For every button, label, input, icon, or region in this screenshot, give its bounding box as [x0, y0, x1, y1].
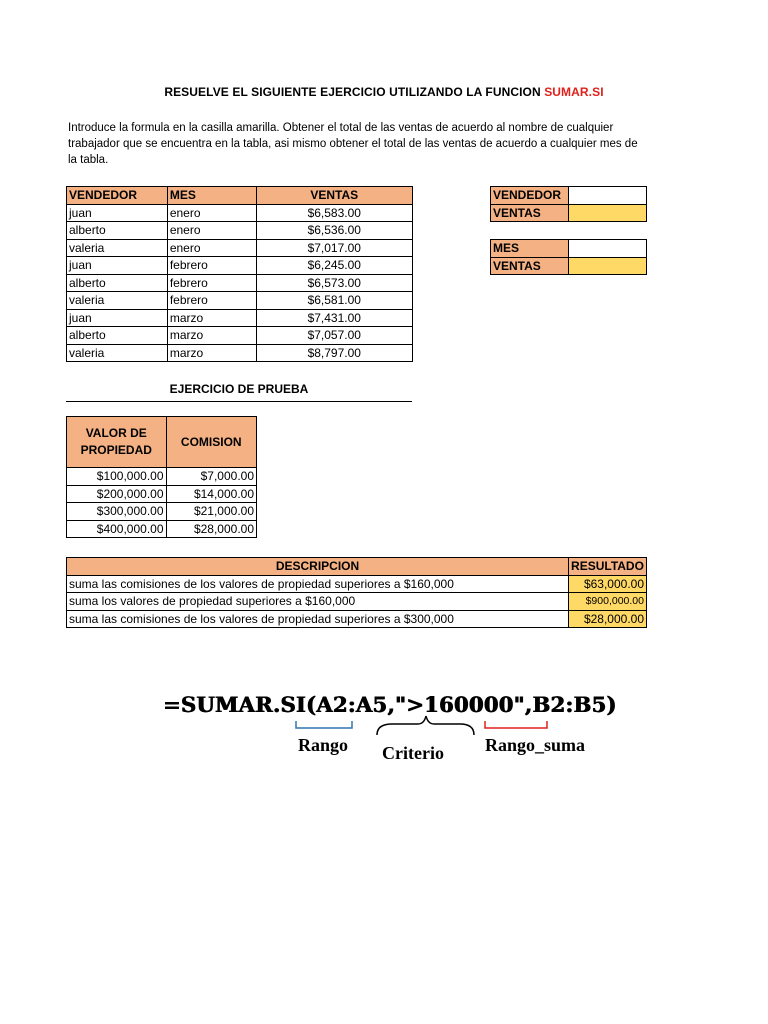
cell-vendedor[interactable]: juan: [67, 257, 168, 275]
cell-ventas[interactable]: $6,245.00: [256, 257, 412, 275]
cell-vendedor[interactable]: alberto: [67, 222, 168, 240]
rango-suma-bracket: [485, 721, 547, 728]
cell-descripcion[interactable]: suma las comisiones de los valores de propiedad superiores a $160,000: [67, 575, 569, 593]
cell-mes[interactable]: marzo: [167, 344, 256, 362]
cell-ventas[interactable]: $6,536.00: [256, 222, 412, 240]
title-text: RESUELVE EL SIGUIENTE EJERCICIO UTILIZANDO LA FUNCION: [164, 85, 545, 99]
cell-vendedor[interactable]: valeria: [67, 292, 168, 310]
formula-text: =SUMAR.SI(A2:A5,">160000",B2:B5): [163, 692, 617, 717]
criterio-brace: [377, 716, 474, 735]
cell-ventas[interactable]: $7,057.00: [256, 327, 412, 345]
cell-comision[interactable]: $7,000.00: [166, 468, 256, 486]
cell-descripcion[interactable]: suma las comisiones de los valores de propiedad superiores a $300,000: [67, 610, 569, 628]
cell-comision[interactable]: $21,000.00: [166, 503, 256, 521]
cell-ventas[interactable]: $7,017.00: [256, 239, 412, 257]
header-vendedor[interactable]: VENDEDOR: [67, 187, 168, 205]
label-criterio: Criterio: [382, 743, 444, 763]
cell-mes[interactable]: enero: [167, 222, 256, 240]
cell-mes[interactable]: febrero: [167, 257, 256, 275]
cell-ventas[interactable]: $7,431.00: [256, 309, 412, 327]
cell-ventas[interactable]: $6,581.00: [256, 292, 412, 310]
header-resultado[interactable]: RESULTADO: [569, 558, 647, 576]
cell-descripcion[interactable]: suma los valores de propiedad superiores a $160,000: [67, 593, 569, 611]
cell-vendedor[interactable]: juan: [67, 309, 168, 327]
cell-vendedor[interactable]: valeria: [67, 344, 168, 362]
cell-valor[interactable]: $200,000.00: [67, 485, 167, 503]
label-ventas-vendedor: VENTAS: [491, 204, 569, 222]
cell-resultado[interactable]: $63,000.00: [569, 575, 647, 593]
cell-ventas[interactable]: $8,797.00: [256, 344, 412, 362]
header-descripcion[interactable]: DESCRIPCION: [67, 558, 569, 576]
cell-mes[interactable]: marzo: [167, 309, 256, 327]
header-ventas[interactable]: VENTAS: [256, 187, 412, 205]
cell-valor[interactable]: $100,000.00: [67, 468, 167, 486]
instructions-text: Introduce la formula en la casilla amarilla. Obtener el total de las ventas de acuerdo al nombre de cualquier trabajador que se encuentra en la tabla, asi mismo obtener el total de las ventas de acuerdo a cualquier mes de la tabla.: [68, 122, 638, 166]
title-highlight: SUMAR.SI: [544, 85, 604, 99]
cell-mes[interactable]: enero: [167, 204, 256, 222]
cell-vendedor[interactable]: alberto: [67, 274, 168, 292]
cell-mes[interactable]: febrero: [167, 292, 256, 310]
label-rango: Rango: [298, 735, 349, 755]
cell-comision[interactable]: $14,000.00: [166, 485, 256, 503]
cell-resultado[interactable]: $28,000.00: [569, 610, 647, 628]
cell-valor[interactable]: $400,000.00: [67, 520, 167, 538]
cell-mes[interactable]: febrero: [167, 274, 256, 292]
cell-vendedor[interactable]: valeria: [67, 239, 168, 257]
cell-mes[interactable]: enero: [167, 239, 256, 257]
label-ventas-mes: VENTAS: [491, 257, 569, 275]
cell-resultado[interactable]: $900,000.00: [569, 593, 647, 611]
cell-vendedor[interactable]: alberto: [67, 327, 168, 345]
cell-vendedor[interactable]: juan: [67, 204, 168, 222]
cell-mes[interactable]: marzo: [167, 327, 256, 345]
exercise-title: EJERCICIO DE PRUEBA: [66, 382, 412, 402]
label-mes: MES: [491, 240, 569, 258]
cell-comision[interactable]: $28,000.00: [166, 520, 256, 538]
cell-valor[interactable]: $300,000.00: [67, 503, 167, 521]
cell-ventas[interactable]: $6,583.00: [256, 204, 412, 222]
cell-ventas[interactable]: $6,573.00: [256, 274, 412, 292]
label-rango-suma: Rango_suma: [485, 735, 586, 755]
header-valor-propiedad[interactable]: VALOR DE PROPIEDAD: [67, 417, 167, 468]
label-vendedor: VENDEDOR: [491, 187, 569, 205]
rango-bracket: [296, 721, 352, 728]
header-comision[interactable]: COMISION: [166, 417, 256, 468]
header-mes[interactable]: MES: [167, 187, 256, 205]
